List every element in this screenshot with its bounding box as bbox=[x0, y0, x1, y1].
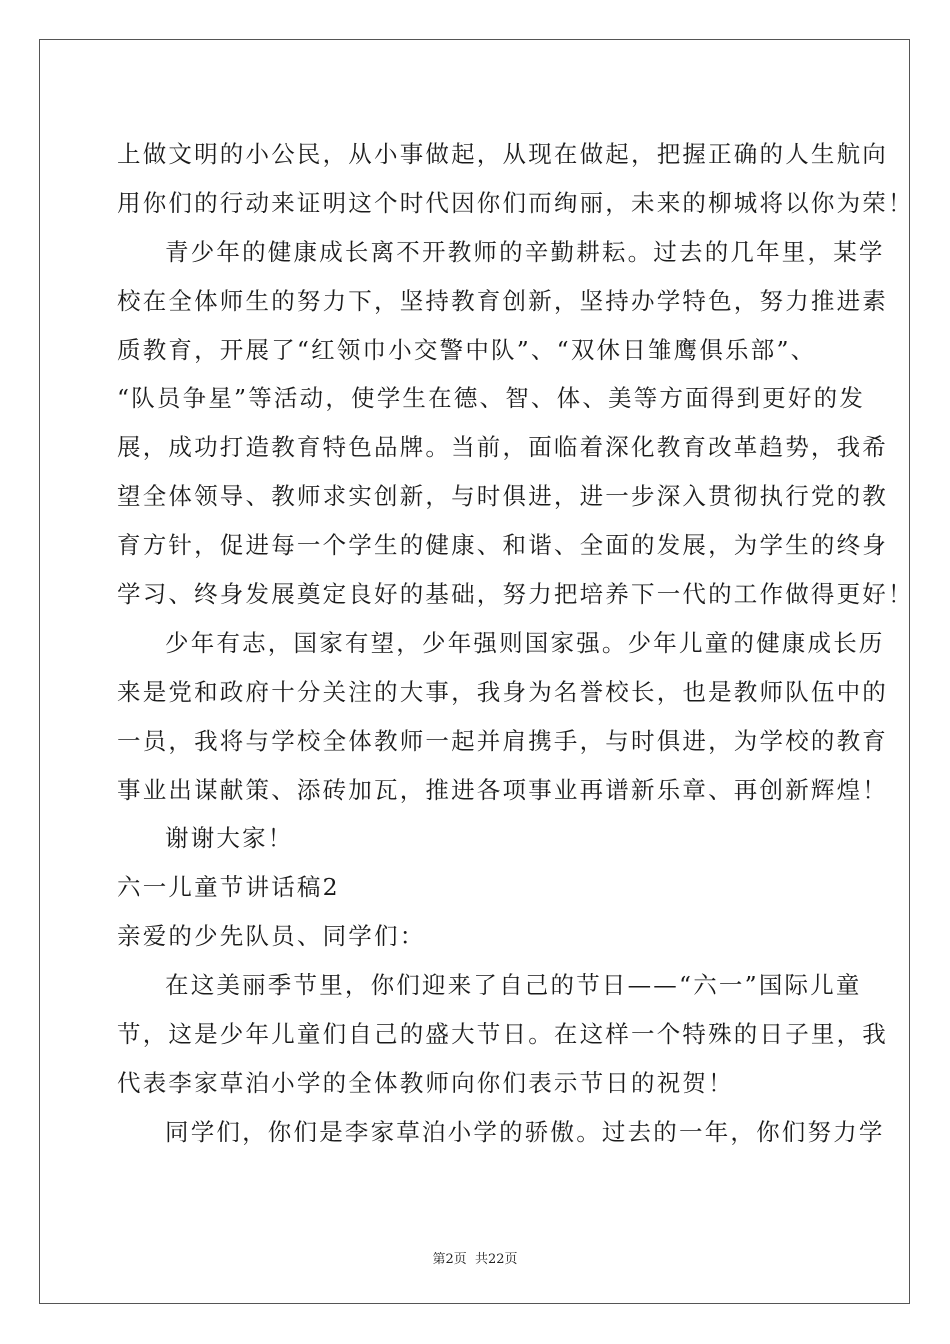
text-line-4: 校在全体师生的努力下，坚持教育创新，坚持办学特色，努力推进素 bbox=[117, 286, 888, 315]
text-line-10: 学习、终身发展奠定良好的基础，努力把培养下一代的工作做得更好！ bbox=[117, 580, 914, 609]
section-heading: 六一儿童节讲话稿2 bbox=[117, 873, 340, 902]
text-line-14: 事业出谋献策、添砖加瓦，推进各项事业再谱新乐章、再创新辉煌！ bbox=[117, 775, 888, 804]
text-line-9: 育方针，促进每一个学生的健康、和谐、全面的发展，为学生的终身 bbox=[117, 531, 888, 560]
page-number: 第2页 bbox=[432, 1252, 467, 1267]
text-line-2: 用你们的行动来证明这个时代因你们而绚丽，未来的柳城将以你为荣！ bbox=[117, 188, 914, 217]
text-line-11: 少年有志，国家有望，少年强则国家强。少年儿童的健康成长历 bbox=[165, 628, 885, 657]
page-total: 共22页 bbox=[474, 1252, 518, 1267]
text-line-20: 代表李家草泊小学的全体教师向你们表示节日的祝贺！ bbox=[117, 1068, 734, 1097]
salutation: 亲爱的少先队员、同学们： bbox=[117, 922, 426, 951]
text-line-21: 同学们，你们是李家草泊小学的骄傲。过去的一年，你们努力学 bbox=[165, 1117, 885, 1146]
text-line-12: 来是党和政府十分关注的大事，我身为名誉校长，也是教师队伍中的 bbox=[117, 677, 888, 706]
text-line-3: 青少年的健康成长离不开教师的辛勤耕耘。过去的几年里，某学 bbox=[165, 237, 885, 266]
text-line-6: “队员争星”等活动，使学生在德、智、体、美等方面得到更好的发 bbox=[117, 384, 866, 413]
text-line-1: 上做文明的小公民，从小事做起，从现在做起，把握正确的人生航向 bbox=[117, 140, 888, 168]
text-line-18: 在这美丽季节里，你们迎来了自己的节日——“六一”国际儿童 bbox=[165, 971, 862, 1000]
document-body bbox=[117, 130, 914, 1157]
text-line-7: 展，成功打造教育特色品牌。当前，面临着深化教育改革趋势，我希 bbox=[117, 433, 888, 462]
text-line-13: 一员，我将与学校全体教师一起并肩携手，与时俱进，为学校的教育 bbox=[117, 726, 888, 755]
page-footer bbox=[0, 1248, 950, 1267]
text-line-8: 望全体领导、教师求实创新，与时俱进，进一步深入贯彻执行党的教 bbox=[117, 482, 888, 511]
text-line-15: 谢谢大家！ bbox=[165, 824, 294, 853]
text-line-19: 节，这是少年儿童们自己的盛大节日。在这样一个特殊的日子里，我 bbox=[117, 1020, 888, 1049]
text-line-5: 质教育，开展了“红领巾小交警中队”、“双休日雏鹰俱乐部”、 bbox=[117, 335, 817, 364]
